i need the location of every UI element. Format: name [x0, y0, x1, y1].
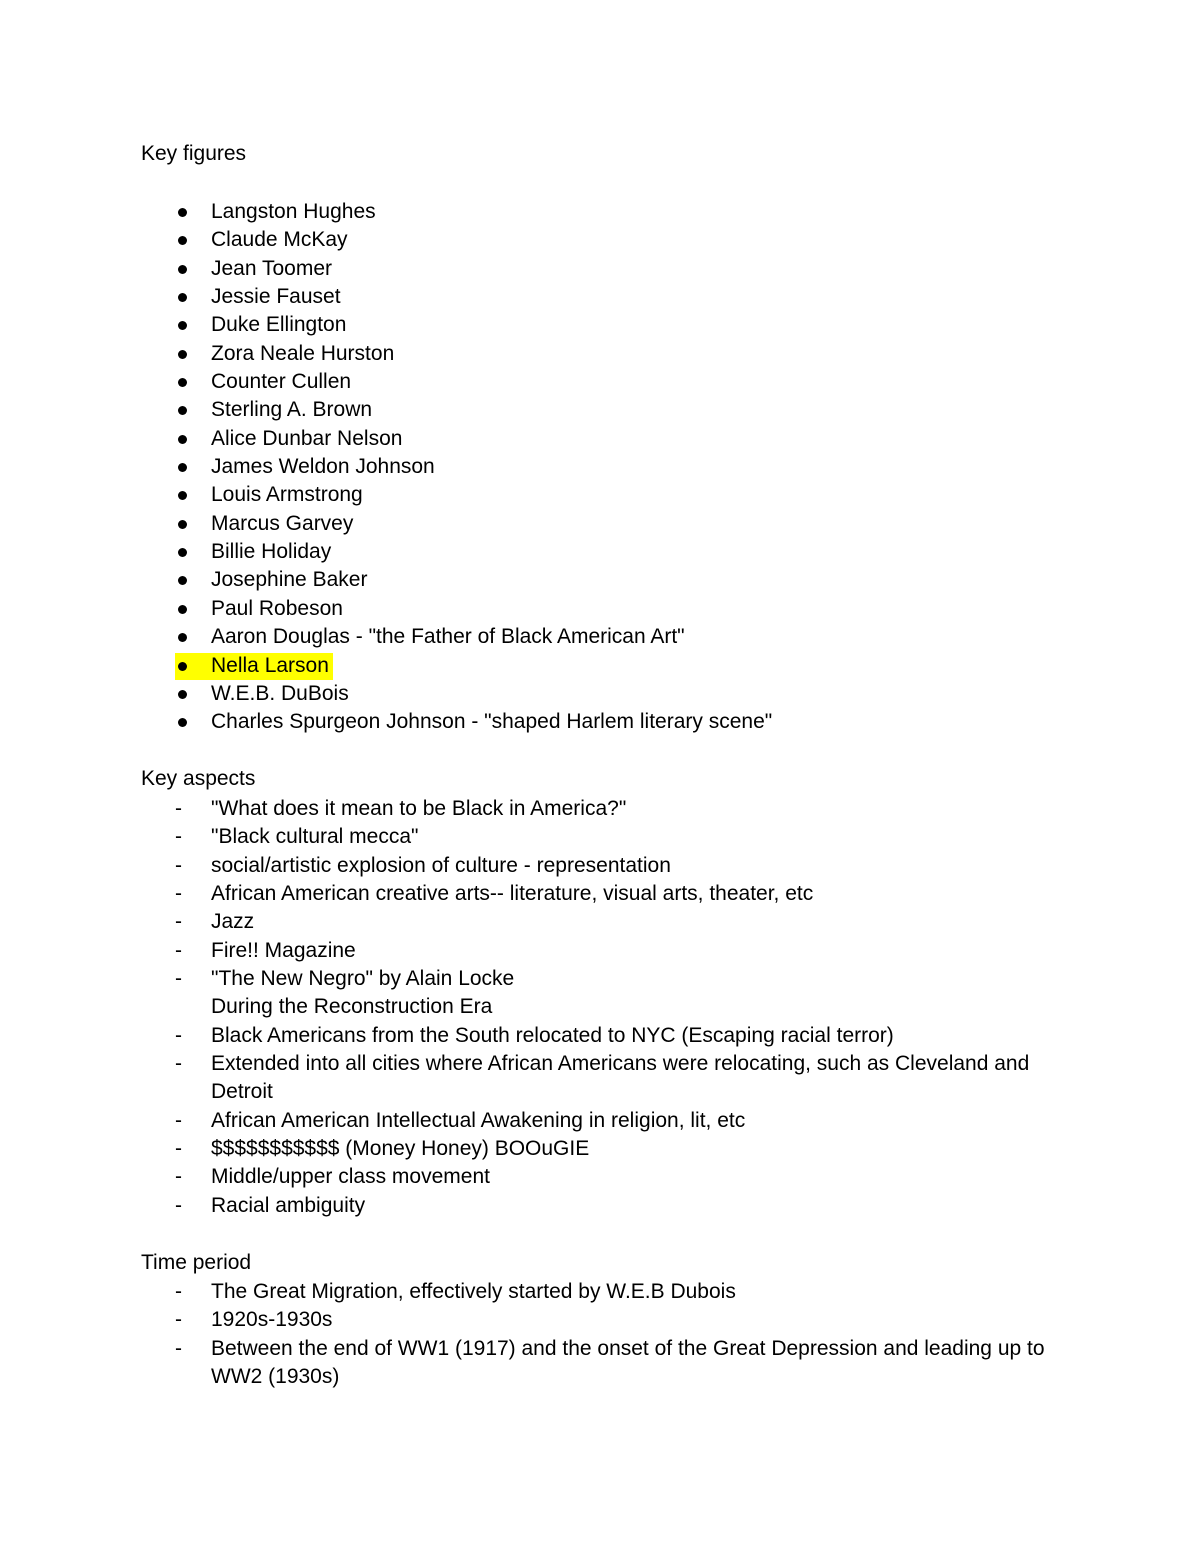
list-item-text: African American Intellectual Awakening in religion, lit, etc: [211, 1108, 746, 1132]
list-item-text: Alice Dunbar Nelson: [211, 426, 403, 450]
bullet-icon: [178, 576, 187, 585]
dash-icon: -: [175, 1165, 182, 1189]
list-item-text: Claude McKay: [211, 228, 348, 252]
bullet-icon: [178, 491, 187, 500]
dash-icon: -: [175, 1052, 182, 1076]
bullet-icon: [178, 378, 187, 387]
list-item-text: Counter Cullen: [211, 370, 352, 394]
bullet-icon: [178, 520, 187, 529]
list-item-text: "Black cultural mecca": [211, 825, 419, 849]
list-item-text: Charles Spurgeon Johnson - "shaped Harlem literary scene": [211, 710, 773, 734]
list-item-text: The Great Migration, effectively started by W.E.B Dubois: [211, 1280, 736, 1303]
dash-icon: -: [175, 1280, 182, 1303]
list-item-text: Josephine Baker: [211, 568, 368, 592]
list-item-text: African American creative arts-- literature, visual arts, theater, etc: [211, 882, 814, 906]
bullet-icon: [178, 463, 187, 472]
key-aspects-heading: Key aspects: [141, 767, 256, 790]
list-item-text: Racial ambiguity: [211, 1193, 366, 1217]
bullet-icon: [178, 208, 187, 217]
list-item-text: Duke Ellington: [211, 313, 347, 337]
dash-icon: -: [175, 910, 182, 934]
dash-icon: -: [175, 853, 182, 877]
time-period-heading: Time period: [141, 1251, 252, 1274]
list-item-text: "What does it mean to be Black in America?": [211, 797, 627, 820]
list-item-text: Sterling A. Brown: [211, 398, 373, 422]
bullet-icon: [178, 718, 187, 727]
bullet-icon: [178, 548, 187, 557]
list-item-text: $$$$$$$$$$$ (Money Honey) BOOuGIE: [211, 1137, 590, 1161]
dash-icon: -: [175, 797, 182, 820]
dash-icon: -: [175, 967, 182, 991]
dash-icon: -: [175, 1336, 182, 1360]
bullet-icon: [178, 690, 187, 699]
list-item-text: During the Reconstruction Era: [211, 995, 493, 1019]
list-item-text: 1920s-1930s: [211, 1308, 333, 1332]
dash-icon: -: [175, 1108, 182, 1132]
list-item-text: Zora Neale Hurston: [211, 341, 395, 365]
key-figures-heading: Key figures: [141, 142, 247, 165]
bullet-icon: [178, 605, 187, 614]
list-item-text: Langston Hughes: [211, 200, 376, 223]
list-item-text: "The New Negro" by Alain Locke: [211, 967, 515, 991]
dash-icon: -: [175, 1023, 182, 1047]
bullet-icon: [178, 406, 187, 415]
bullet-icon: [178, 350, 187, 359]
list-item-text: Jessie Fauset: [211, 285, 341, 309]
list-item-text: James Weldon Johnson: [211, 455, 435, 479]
list-item-text: Nella Larson: [211, 653, 329, 677]
bullet-icon: [178, 633, 187, 642]
list-item-text: Aaron Douglas - "the Father of Black American Art": [211, 625, 685, 649]
dash-icon: -: [175, 1308, 182, 1332]
list-item-text: social/artistic explosion of culture - representation: [211, 853, 671, 877]
list-item-text: Marcus Garvey: [211, 511, 354, 535]
list-item-text: W.E.B. DuBois: [211, 681, 349, 705]
dash-icon: -: [175, 1193, 182, 1217]
dash-icon: -: [175, 882, 182, 906]
bullet-icon: [178, 236, 187, 245]
list-item-text: Billie Holiday: [211, 540, 332, 564]
list-item-text: Fire!! Magazine: [211, 938, 356, 962]
list-item-text: Extended into all cities where African Americans were relocating, such as Cleveland and Detroit: [211, 1052, 1030, 1104]
list-item-text: Between the end of WW1 (1917) and the onset of the Great Depression and leading up to WW2 (1930s): [211, 1336, 1045, 1389]
bullet-icon: [178, 662, 187, 671]
list-item-text: Louis Armstrong: [211, 483, 363, 507]
dash-icon: -: [175, 938, 182, 962]
bullet-icon: [178, 293, 187, 302]
dash-icon: -: [175, 825, 182, 849]
list-item-text: Jean Toomer: [211, 256, 333, 280]
list-item-text: Black Americans from the South relocated to NYC (Escaping racial terror): [211, 1023, 894, 1047]
list-item-text: Paul Robeson: [211, 596, 343, 620]
bullet-icon: [178, 321, 187, 330]
list-item-text: Middle/upper class movement: [211, 1165, 490, 1189]
dash-icon: -: [175, 1137, 182, 1161]
bullet-icon: [178, 435, 187, 444]
bullet-icon: [178, 265, 187, 274]
list-item-text: Jazz: [211, 910, 255, 934]
